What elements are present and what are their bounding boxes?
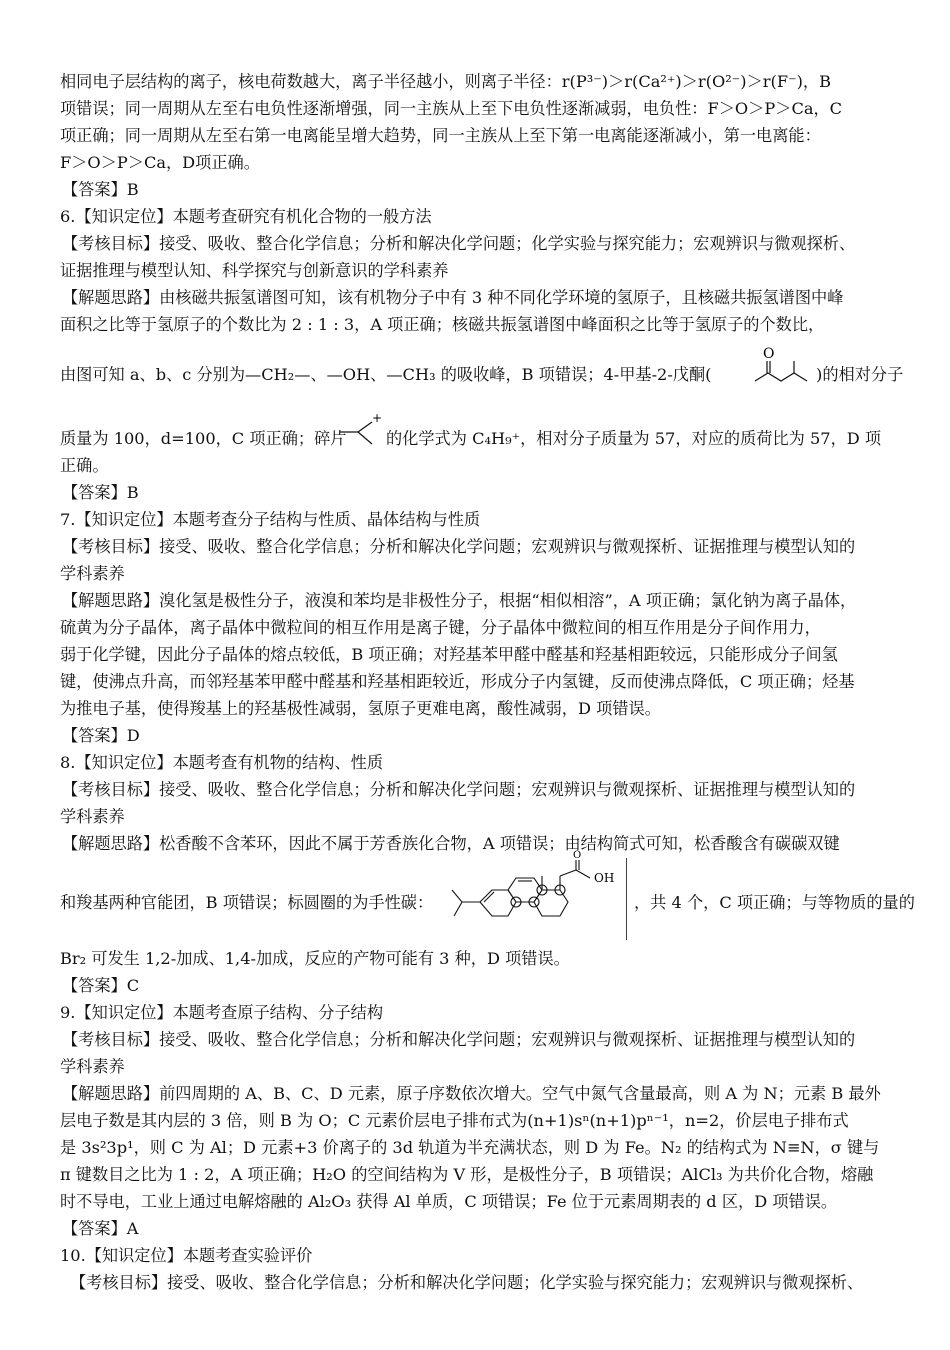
- text-line: 【解题思路】溴化氢是极性分子，液溴和苯均是非极性分子，根据“相似相溶”，A 项正确；氯化钠为离子晶体，: [62, 591, 857, 610]
- question-heading: 8.【知识定位】本题考查有机物的结构、性质: [60, 753, 384, 772]
- carbocation-plus-label: +: [372, 411, 383, 425]
- text-line: 弱于化学键，因此分子晶体的熔点较低，B 项正确；对羟基苯甲醛中醛基和羟基相距较远，只能形成分子间氢: [60, 645, 838, 664]
- text-line: π 键数目之比为 1 : 2，A 项正确；H₂O 的空间结构为 V 形，是极性分子，B 项错误；AlCl₃ 为共价化合物，熔融: [60, 1165, 874, 1184]
- text-line: 由图可知 a、b、c 分别为—CH₂—、—OH、—CH₃ 的吸收峰，B 项错误；4-甲基-2-戊酮(: [60, 365, 712, 384]
- structure-divider: [626, 858, 627, 940]
- abietic-acid-structure: [450, 850, 630, 938]
- text-line: 学科素养: [60, 807, 125, 826]
- text-line: 【考核目标】接受、吸收、整合化学信息；分析和解决化学问题；宏观辨识与微观探析、证据推理与模型认知的: [62, 1030, 856, 1049]
- text-line: 【解题思路】由核磁共振氢谱图可知，该有机物分子中有 3 种不同化学环境的氢原子，且核磁共振氢谱图中峰: [62, 288, 844, 307]
- text-line: 和羧基两种官能团，B 项错误；标圆圈的为手性碳：: [60, 893, 434, 912]
- answer-line: 【答案】C: [62, 976, 140, 995]
- text-line: )的相对分子: [816, 365, 904, 384]
- text-line: 层电子数是其内层的 3 倍，则 B 为 O；C 元素价层电子排布式为(n+1)sⁿ(n+1)pⁿ⁻¹，n=2，价层电子排布式: [60, 1111, 849, 1130]
- text-line: 相同电子层结构的离子，核电荷数越大，离子半径越小，则离子半径：r(P³⁻)＞r(Ca²⁺)＞r(O²⁻)＞r(F⁻)，B: [60, 72, 832, 91]
- text-line: 【考核目标】接受、吸收、整合化学信息；分析和解决化学问题；化学实验与探究能力；宏观辨识与微观探析、: [70, 1273, 864, 1292]
- text-line: 是 3s²3p¹，则 C 为 Al；D 元素+3 价离子的 3d 轨道为半充满状态，则 D 为 Fe。N₂ 的结构式为 N≡N，σ 键与: [60, 1138, 880, 1157]
- text-line: 键，使沸点升高，而邻羟基苯甲醛中醛基和羟基相距较近，形成分子内氢键，反而使沸点降低，C 项正确；烃基: [60, 672, 855, 691]
- butyl-cation-fragment: [338, 412, 382, 448]
- text-line: 硫黄为分子晶体，离子晶体中微粒间的相互作用是离子键，分子晶体中微粒间的相互作用是分子间作用力，: [60, 618, 821, 637]
- text-line: F＞O＞P＞Ca，D项正确。: [60, 153, 260, 172]
- question-heading: 7.【知识定位】本题考查分子结构与性质、晶体结构与性质: [60, 510, 481, 529]
- text-line: ，共 4 个，C 项正确；与等物质的量的: [634, 893, 915, 912]
- answer-line: 【答案】B: [62, 180, 139, 199]
- text-line: 【考核目标】接受、吸收、整合化学信息；分析和解决化学问题；宏观辨识与微观探析、证据推理与模型认知的: [62, 537, 856, 556]
- methylpentanone-structure: [752, 345, 814, 385]
- question-heading: 10.【知识定位】本题考查实验评价: [60, 1246, 313, 1265]
- question-heading: 9.【知识定位】本题考查原子结构、分子结构: [60, 1003, 384, 1022]
- text-line: 证据推理与模型认知、科学探究与创新意识的学科素养: [60, 261, 449, 280]
- text-line: Br₂ 可发生 1,2-加成、1,4-加成，反应的产物可能有 3 种，D 项错误。: [60, 949, 570, 968]
- question-heading: 6.【知识定位】本题考查研究有机化合物的一般方法: [60, 207, 432, 226]
- text-line: 【解题思路】前四周期的 A、B、C、D 元素，原子序数依次增大。空气中氮气含量最高，则 A 为 N；元素 B 最外: [62, 1084, 881, 1103]
- text-line: 正确。: [60, 456, 109, 475]
- text-line: 质量为 100，d=100，C 项正确；碎片: [60, 429, 347, 448]
- text-line: 【考核目标】接受、吸收、整合化学信息；分析和解决化学问题；宏观辨识与微观探析、证据推理与模型认知的: [62, 780, 856, 799]
- text-line: 为推电子基，使得羧基上的羟基极性减弱，氢原子更难电离，酸性减弱，D 项错误。: [60, 699, 661, 718]
- text-line: 【解题思路】松香酸不含苯环，因此不属于芳香族化合物，A 项错误；由结构简式可知，松香酸含有碳碳双键: [62, 834, 840, 853]
- text-line: 的化学式为 C₄H₉⁺，相对分子质量为 57，对应的质荷比为 57，D 项: [386, 429, 882, 448]
- text-line: 项正确；同一周期从左至右第一电离能呈增大趋势，同一主族从上至下第一电离能逐渐减小，第一电离能：: [60, 126, 821, 145]
- text-line: 时不导电，工业上通过电解熔融的 Al₂O₃ 获得 Al 单质，C 项错误；Fe 位于元素周期表的 d 区，D 项错误。: [60, 1192, 838, 1211]
- text-line: 面积之比等于氢原子的个数比为 2 : 1 : 3，A 项正确；核磁共振氢谱图中峰面积之比等于氢原子的个数比，: [60, 315, 825, 334]
- answer-line: 【答案】B: [62, 483, 139, 502]
- answer-line: 【答案】A: [62, 1219, 139, 1238]
- text-line: 【考核目标】接受、吸收、整合化学信息；分析和解决化学问题；化学实验与探究能力；宏观辨识与微观探析、: [62, 234, 856, 253]
- text-line: 项错误；同一周期从左至右电负性逐渐增强，同一主族从上至下电负性逐渐减弱，电负性：F＞O＞P＞Ca，C: [60, 99, 843, 118]
- acid-oh-label: OH: [594, 871, 615, 885]
- ketone-o-label: O: [763, 346, 775, 362]
- text-line: 学科素养: [60, 1057, 125, 1076]
- text-line: 学科素养: [60, 564, 125, 583]
- acid-o-label: O: [573, 850, 582, 861]
- answer-line: 【答案】D: [62, 726, 140, 745]
